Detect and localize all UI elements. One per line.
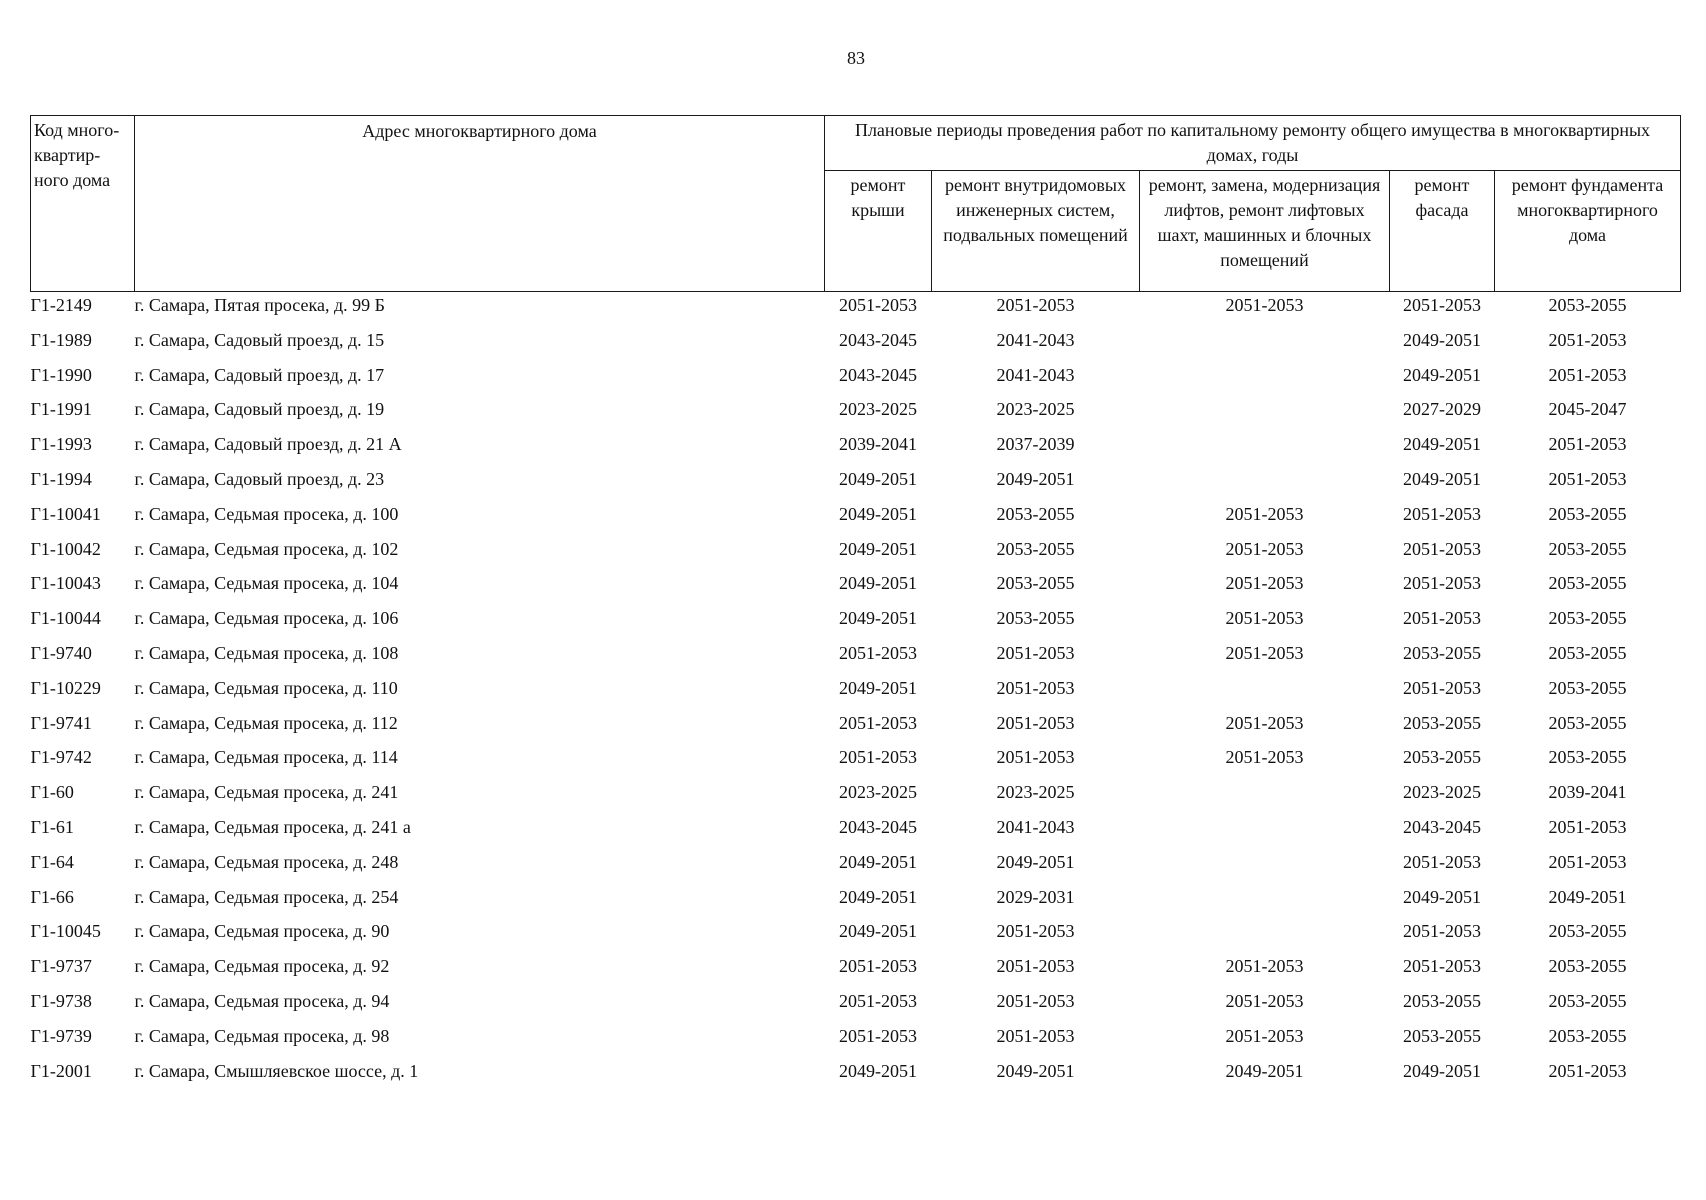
header-roof: ремонт крыши	[825, 171, 932, 292]
cell-foundation: 2053-2055	[1548, 677, 1627, 698]
table-row	[31, 710, 1681, 745]
table-row	[31, 292, 1681, 327]
cell-roof: 2043-2045	[839, 364, 917, 385]
table-row	[31, 362, 1681, 397]
cell-roof: 2051-2053	[839, 956, 917, 977]
table-row	[31, 849, 1681, 884]
cell-facade: 2053-2055	[1403, 712, 1481, 733]
cell-address: г. Самара, Садовый проезд, д. 19	[134, 399, 385, 420]
cell-engineering: 2023-2025	[996, 782, 1075, 803]
cell-engineering: 2041-2043	[996, 816, 1075, 837]
cell-foundation: 2053-2055	[1548, 956, 1627, 977]
cell-facade: 2051-2053	[1403, 295, 1481, 315]
cell-code: Г1-60	[30, 782, 74, 803]
table-row	[31, 1058, 1681, 1093]
header-periods: Плановые периоды проведения работ по капитальному ремонту общего имущества в многоквартирных домах, годы	[825, 116, 1681, 171]
cell-address: г. Самара, Седьмая просека, д. 98	[134, 1025, 390, 1046]
cell-roof: 2051-2053	[839, 1025, 917, 1046]
cell-facade: 2051-2053	[1403, 573, 1481, 594]
cell-address: г. Самара, Садовый проезд, д. 23	[134, 468, 385, 489]
cell-engineering: 2049-2051	[996, 1060, 1075, 1081]
cell-roof: 2023-2025	[839, 399, 917, 420]
cell-lifts: 2051-2053	[1225, 538, 1304, 559]
cell-facade: 2051-2053	[1403, 503, 1481, 524]
cell-roof: 2039-2041	[839, 434, 917, 455]
cell-foundation: 2053-2055	[1548, 990, 1627, 1011]
cell-code: Г1-10229	[30, 677, 101, 698]
cell-facade: 2027-2029	[1403, 399, 1481, 420]
cell-foundation: 2051-2053	[1548, 468, 1627, 489]
cell-foundation: 2051-2053	[1548, 816, 1627, 837]
cell-roof: 2051-2053	[839, 712, 917, 733]
cell-foundation: 2053-2055	[1548, 747, 1627, 768]
cell-address: г. Самара, Седьмая просека, д. 248	[134, 851, 399, 872]
cell-address: г. Самара, Седьмая просека, д. 100	[134, 503, 399, 524]
cell-foundation: 2053-2055	[1548, 921, 1627, 942]
cell-engineering: 2051-2053	[996, 677, 1075, 698]
table-row	[31, 953, 1681, 988]
repair-schedule-table	[30, 115, 1681, 1092]
cell-foundation: 2051-2053	[1548, 1060, 1627, 1081]
cell-code: Г1-1993	[30, 434, 92, 455]
cell-lifts	[1140, 779, 1390, 814]
cell-engineering: 2049-2051	[996, 468, 1075, 489]
table-row	[31, 536, 1681, 571]
cell-roof: 2049-2051	[839, 677, 917, 698]
table-header	[31, 116, 1681, 292]
cell-foundation: 2053-2055	[1548, 295, 1627, 315]
cell-foundation: 2053-2055	[1548, 573, 1627, 594]
header-foundation: ремонт фундамента многоквартирного дома	[1495, 171, 1681, 292]
cell-engineering: 2051-2053	[996, 990, 1075, 1011]
table-row	[31, 327, 1681, 362]
cell-facade: 2053-2055	[1403, 747, 1481, 768]
header-lifts: ремонт, замена, модернизация лифтов, ремонт лифтовых шахт, машинных и блочных помещений	[1140, 171, 1390, 292]
table-row	[31, 918, 1681, 953]
cell-engineering: 2041-2043	[996, 364, 1075, 385]
cell-foundation: 2045-2047	[1548, 399, 1627, 420]
cell-facade: 2049-2051	[1403, 468, 1481, 489]
cell-roof: 2051-2053	[839, 747, 917, 768]
cell-code: Г1-66	[30, 886, 74, 907]
cell-lifts	[1140, 327, 1390, 362]
cell-code: Г1-10044	[30, 608, 101, 629]
cell-foundation: 2051-2053	[1548, 364, 1627, 385]
cell-engineering: 2051-2053	[996, 956, 1075, 977]
cell-foundation: 2039-2041	[1548, 782, 1627, 803]
cell-engineering: 2051-2053	[996, 921, 1075, 942]
cell-lifts: 2051-2053	[1225, 573, 1304, 594]
table-body	[31, 292, 1681, 1093]
cell-facade: 2053-2055	[1403, 642, 1481, 663]
cell-lifts: 2051-2053	[1225, 503, 1304, 524]
cell-foundation: 2053-2055	[1548, 503, 1627, 524]
cell-facade: 2053-2055	[1403, 1025, 1481, 1046]
cell-code: Г1-2149	[30, 295, 92, 315]
cell-address: г. Самара, Седьмая просека, д. 114	[134, 747, 398, 768]
cell-code: Г1-10045	[30, 921, 101, 942]
cell-code: Г1-9738	[30, 990, 92, 1011]
cell-engineering: 2053-2055	[996, 573, 1075, 594]
cell-roof: 2049-2051	[839, 468, 917, 489]
header-engineering: ремонт внутридомовых инженерных систем, подвальных помещений	[932, 171, 1140, 292]
header-code: Код много-квартир-ного дома	[31, 116, 135, 292]
cell-engineering: 2051-2053	[996, 747, 1075, 768]
cell-foundation: 2053-2055	[1548, 642, 1627, 663]
cell-lifts	[1140, 918, 1390, 953]
cell-address: г. Самара, Садовый проезд, д. 21 А	[134, 434, 402, 455]
cell-engineering: 2037-2039	[996, 434, 1075, 455]
cell-lifts	[1140, 814, 1390, 849]
cell-foundation: 2049-2051	[1548, 886, 1627, 907]
cell-roof: 2049-2051	[839, 851, 917, 872]
cell-code: Г1-9742	[30, 747, 92, 768]
cell-lifts: 2051-2053	[1225, 747, 1304, 768]
cell-engineering: 2041-2043	[996, 329, 1075, 350]
cell-engineering: 2029-2031	[996, 886, 1075, 907]
cell-roof: 2049-2051	[839, 573, 917, 594]
cell-address: г. Самара, Седьмая просека, д. 241 а	[134, 816, 411, 837]
cell-lifts: 2051-2053	[1225, 956, 1304, 977]
cell-engineering: 2049-2051	[996, 851, 1075, 872]
table-row	[31, 884, 1681, 919]
table-row	[31, 988, 1681, 1023]
cell-facade: 2049-2051	[1403, 886, 1481, 907]
cell-foundation: 2051-2053	[1548, 434, 1627, 455]
cell-code: Г1-1994	[30, 468, 92, 489]
table-row	[31, 675, 1681, 710]
cell-lifts	[1140, 362, 1390, 397]
cell-code: Г1-64	[30, 851, 74, 872]
cell-facade: 2051-2053	[1403, 608, 1481, 629]
cell-foundation: 2051-2053	[1548, 851, 1627, 872]
cell-engineering: 2053-2055	[996, 538, 1075, 559]
cell-address: г. Самара, Седьмая просека, д. 102	[134, 538, 399, 559]
cell-lifts: 2051-2053	[1225, 608, 1304, 629]
cell-address: г. Самара, Седьмая просека, д. 110	[134, 677, 398, 698]
cell-lifts	[1140, 675, 1390, 710]
cell-code: Г1-1989	[30, 329, 92, 350]
cell-lifts: 2049-2051	[1225, 1060, 1304, 1081]
cell-address: г. Самара, Седьмая просека, д. 254	[134, 886, 399, 907]
cell-facade: 2049-2051	[1403, 364, 1481, 385]
cell-address: г. Самара, Пятая просека, д. 99 Б	[134, 295, 385, 315]
cell-facade: 2051-2053	[1403, 921, 1481, 942]
cell-foundation: 2053-2055	[1548, 538, 1627, 559]
cell-engineering: 2051-2053	[996, 712, 1075, 733]
cell-code: Г1-9737	[30, 956, 92, 977]
cell-roof: 2049-2051	[839, 921, 917, 942]
cell-address: г. Самара, Седьмая просека, д. 106	[134, 608, 399, 629]
cell-roof: 2023-2025	[839, 782, 917, 803]
cell-code: Г1-1990	[30, 364, 92, 385]
cell-lifts: 2051-2053	[1225, 642, 1304, 663]
cell-address: г. Самара, Садовый проезд, д. 15	[134, 329, 385, 350]
cell-roof: 2051-2053	[839, 295, 917, 315]
table-row	[31, 814, 1681, 849]
table-row	[31, 501, 1681, 536]
cell-lifts	[1140, 466, 1390, 501]
cell-facade: 2051-2053	[1403, 677, 1481, 698]
cell-address: г. Самара, Седьмая просека, д. 104	[134, 573, 399, 594]
cell-lifts	[1140, 396, 1390, 431]
cell-code: Г1-61	[30, 816, 74, 837]
cell-engineering: 2023-2025	[996, 399, 1075, 420]
cell-facade: 2051-2053	[1403, 538, 1481, 559]
cell-address: г. Самара, Садовый проезд, д. 17	[134, 364, 385, 385]
cell-facade: 2051-2053	[1403, 851, 1481, 872]
cell-lifts: 2051-2053	[1225, 990, 1304, 1011]
cell-address: г. Самара, Седьмая просека, д. 94	[134, 990, 390, 1011]
cell-facade: 2043-2045	[1403, 816, 1481, 837]
cell-code: Г1-2001	[30, 1060, 92, 1081]
cell-roof: 2043-2045	[839, 816, 917, 837]
page-number: 83	[847, 48, 865, 68]
cell-facade: 2023-2025	[1403, 782, 1481, 803]
cell-roof: 2051-2053	[839, 990, 917, 1011]
cell-facade: 2049-2051	[1403, 434, 1481, 455]
cell-facade: 2051-2053	[1403, 956, 1481, 977]
table-row	[31, 431, 1681, 466]
cell-engineering: 2051-2053	[996, 1025, 1075, 1046]
table-row	[31, 744, 1681, 779]
table-row	[31, 605, 1681, 640]
cell-address: г. Самара, Седьмая просека, д. 90	[134, 921, 390, 942]
table-row	[31, 640, 1681, 675]
cell-roof: 2043-2045	[839, 329, 917, 350]
table-row	[31, 466, 1681, 501]
cell-address: г. Самара, Смышляевское шоссе, д. 1	[134, 1060, 419, 1081]
cell-facade: 2049-2051	[1403, 329, 1481, 350]
cell-foundation: 2053-2055	[1548, 608, 1627, 629]
cell-code: Г1-9740	[30, 642, 92, 663]
cell-engineering: 2051-2053	[996, 295, 1075, 315]
cell-lifts: 2051-2053	[1225, 712, 1304, 733]
cell-lifts: 2051-2053	[1225, 295, 1304, 315]
cell-roof: 2049-2051	[839, 1060, 917, 1081]
table-row	[31, 779, 1681, 814]
cell-facade: 2053-2055	[1403, 990, 1481, 1011]
table-row	[31, 1023, 1681, 1058]
cell-facade: 2049-2051	[1403, 1060, 1481, 1081]
cell-lifts	[1140, 431, 1390, 466]
cell-lifts	[1140, 849, 1390, 884]
cell-roof: 2049-2051	[839, 608, 917, 629]
cell-roof: 2049-2051	[839, 538, 917, 559]
cell-code: Г1-10042	[30, 538, 101, 559]
cell-roof: 2051-2053	[839, 642, 917, 663]
cell-foundation: 2053-2055	[1548, 1025, 1627, 1046]
cell-address: г. Самара, Седьмая просека, д. 112	[134, 712, 398, 733]
cell-address: г. Самара, Седьмая просека, д. 108	[134, 642, 399, 663]
table-row	[31, 570, 1681, 605]
cell-roof: 2049-2051	[839, 886, 917, 907]
cell-address: г. Самара, Седьмая просека, д. 241	[134, 782, 399, 803]
table-row	[31, 396, 1681, 431]
cell-foundation: 2051-2053	[1548, 329, 1627, 350]
cell-code: Г1-9739	[30, 1025, 92, 1046]
cell-lifts	[1140, 884, 1390, 919]
cell-lifts: 2051-2053	[1225, 1025, 1304, 1046]
header-address: Адрес многоквартирного дома	[135, 116, 825, 292]
header-facade: ремонт фасада	[1390, 171, 1495, 292]
cell-foundation: 2053-2055	[1548, 712, 1627, 733]
cell-engineering: 2053-2055	[996, 608, 1075, 629]
cell-roof: 2049-2051	[839, 503, 917, 524]
cell-code: Г1-10043	[30, 573, 101, 594]
cell-engineering: 2053-2055	[996, 503, 1075, 524]
cell-code: Г1-1991	[30, 399, 92, 420]
cell-code: Г1-9741	[30, 712, 92, 733]
cell-code: Г1-10041	[30, 503, 101, 524]
cell-address: г. Самара, Седьмая просека, д. 92	[134, 956, 390, 977]
cell-engineering: 2051-2053	[996, 642, 1075, 663]
